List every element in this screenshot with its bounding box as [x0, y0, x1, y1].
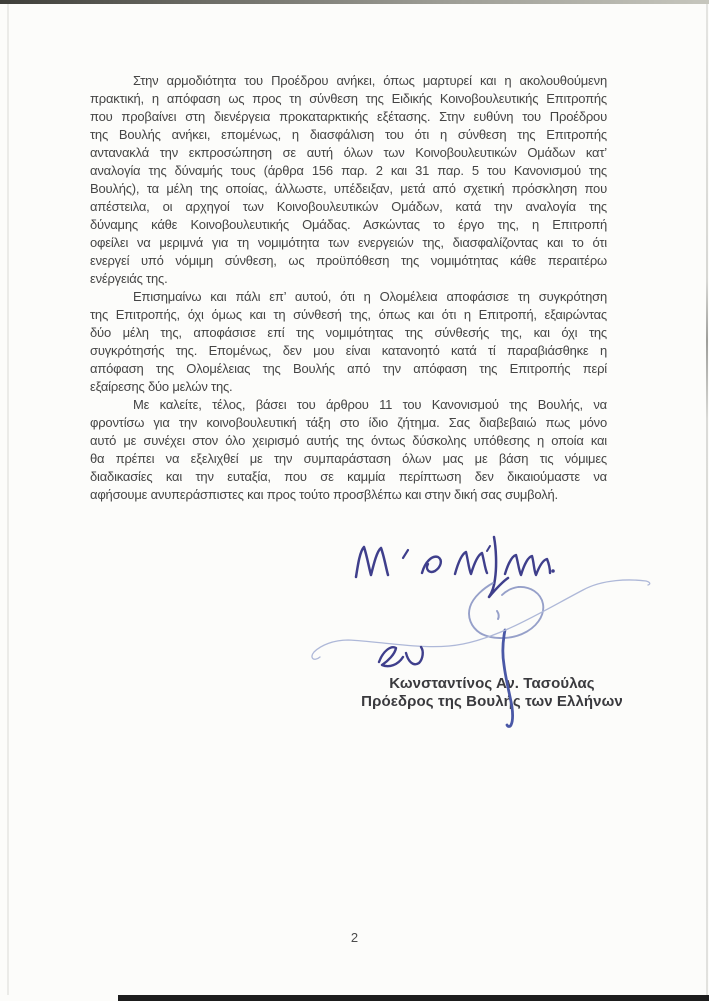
letter-body	[90, 72, 607, 504]
text-line: δύναμης κάθε Κοινοβουλευτικής Ομάδας. Ασκώντας το έργο της, η Επιτροπή	[90, 217, 607, 232]
text-line: ενέργειάς της.	[90, 271, 168, 286]
page-number: 2	[350, 930, 359, 945]
text-line: θα πρέπει να εξελιχθεί με την συμπαράσταση όλων μας με βάση τις νόμιμες	[90, 451, 607, 466]
text-line: εξαίρεσης δύο μελών της.	[90, 379, 233, 394]
paragraph	[90, 396, 607, 504]
handwritten-closing	[356, 537, 555, 597]
scan-edge-bottom	[118, 995, 709, 1001]
text-line: ενεργεί υπό νόμιμη σύνθεση, ως προϋπόθεση της νομιμότητας κάθε περαιτέρω	[90, 253, 607, 268]
text-line: της Βουλής ανήκει, επομένως, η διασφάλιση του ότι η σύνθεση της Επιτροπής	[90, 127, 607, 142]
text-line: αναλογία της δύναμής τους (άρθρα 156 παρ. 2 και 31 παρ. 5 του Κανονισμού της	[90, 163, 607, 178]
text-line: δύο μέλη της, αποφάσισε επί της νομιμότητας της σύνθεσής της, και όχι της	[90, 325, 607, 340]
text-line: αφήσουμε ανυπεράσπιστες και προς τούτο προσβλέπω και στην δική σας συμβολή.	[90, 487, 558, 502]
text-line: φροντίσω για την κοινοβουλευτική τάξη στο ίδιο ζήτημα. Σας διαβεβαιώ πως μόνο	[90, 415, 607, 430]
text-line: αυτό με συνέχει στον όλο χειρισμό αυτής της όντως δύσκολης υπόθεσης η οποία και	[90, 433, 607, 448]
signatory-name: Κωνσταντίνος Αν. Τασούλας	[389, 675, 595, 692]
signatory-title: Πρόεδρος της Βουλής των Ελλήνων	[361, 693, 623, 710]
signatory-block	[361, 675, 623, 711]
text-line: απέστειλα, οι αρχηγοί των Κοινοβουλευτικών Ομάδων, κατά την αναλογία της	[90, 199, 607, 214]
paragraph	[90, 288, 607, 396]
scan-edge-left	[7, 4, 9, 995]
text-line: που προβαίνει στη διενέργεια προκαταρκτικής εξέτασης. Στην ευθύνη του Προέδρου	[90, 109, 607, 124]
text-line: απόφαση της Ολομέλειας της Βουλής από την απόφαση της Επιτροπής περί	[90, 361, 607, 376]
scan-edge-top	[0, 0, 709, 4]
text-line: της Επιτροπής, όχι όμως και τη σύνθεσή της, όπως και ότι η Επιτροπή, εξαιρώντας	[90, 307, 607, 322]
text-line: συγκρότησής της. Επομένως, δεν μου είναι κατανοητό κατά τί παραβιάσθηκε η	[90, 343, 607, 358]
paragraph	[90, 72, 607, 288]
scan-edge-right	[706, 4, 708, 995]
closing-period	[551, 569, 555, 573]
text-line: Βουλής), τα μέλη της οποίας, άλλωστε, υπέδειξαν, μετά από σχετική πρόσκληση που	[90, 181, 607, 196]
text-line: πρακτική, η απόφαση ως προς τη σύνθεση της Ειδικής Κοινοβουλευτικής Επιτροπής	[90, 91, 607, 106]
text-line: Επισημαίνω και πάλι επ’ αυτού, ότι η Ολομέλεια αποφάσισε τη συγκρότηση	[133, 289, 607, 304]
text-line: αντανακλά την εκπροσώπηση σε αυτή όλων των Κοινοβουλευτικών Ομάδων κατ’	[90, 145, 607, 160]
text-line: Με καλείτε, τέλος, βάσει του άρθρου 11 του Κανονισμού της Βουλής, να	[133, 397, 607, 412]
text-line: διαδικασίες και την ευταξία, που σε καμμία περίπτωση δεν δικαιούμαστε να	[90, 469, 607, 484]
text-line: οφείλει να μεριμνά για τη νομιμότητα των ενεργειών της, διασφαλίζοντας και το ότι	[90, 235, 607, 250]
text-line: Στην αρμοδιότητα του Προέδρου ανήκει, όπως μαρτυρεί και η ακολουθούμενη	[133, 73, 607, 88]
